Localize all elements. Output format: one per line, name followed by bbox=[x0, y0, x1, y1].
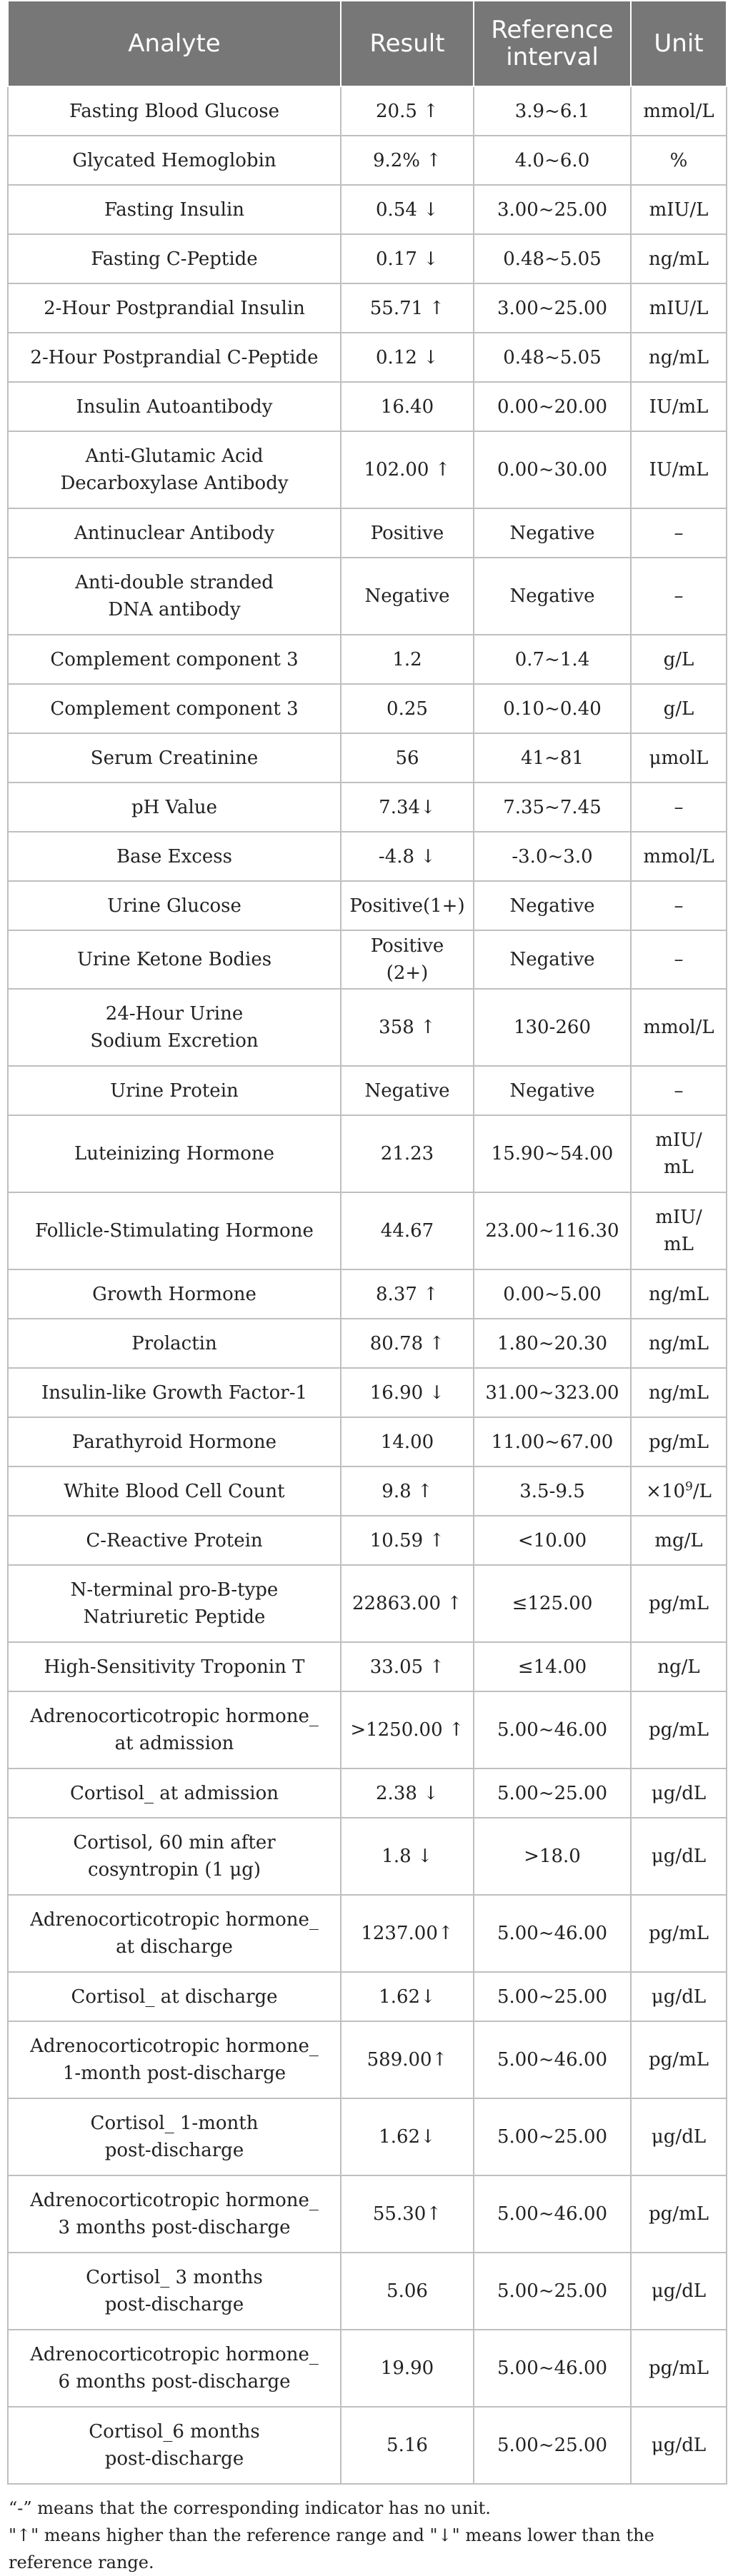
cell-reference-interval: Negative bbox=[474, 558, 631, 635]
cell-reference-interval: 5.00~46.00 bbox=[474, 2021, 631, 2098]
cell-unit: mIU/L bbox=[631, 283, 727, 333]
cell-reference-interval: 5.00~46.00 bbox=[474, 1691, 631, 1769]
cell-result: 2.38 ↓ bbox=[341, 1769, 474, 1818]
cell-result: 20.5 ↑ bbox=[341, 86, 474, 136]
table-row bbox=[8, 832, 727, 881]
header-result: Result bbox=[341, 1, 474, 86]
cell-reference-interval: 0.00~30.00 bbox=[474, 431, 631, 508]
cell-reference-interval: 5.00~25.00 bbox=[474, 2098, 631, 2175]
lab-results-table bbox=[7, 0, 727, 2485]
table-row bbox=[8, 558, 727, 635]
footnote-arrows: "↑" means higher than the reference range and "↓" means lower than the reference range. bbox=[9, 2525, 654, 2572]
cell-analyte: Urine Glucose bbox=[8, 881, 341, 930]
footnotes bbox=[7, 2495, 726, 2576]
header-reference-interval: Reference interval bbox=[474, 1, 631, 86]
cell-reference-interval: ≤14.00 bbox=[474, 1642, 631, 1691]
cell-unit: pg/mL bbox=[631, 1417, 727, 1466]
cell-unit: – bbox=[631, 508, 727, 558]
cell-result: 1.2 bbox=[341, 635, 474, 684]
cell-analyte: Fasting Blood Glucose bbox=[8, 86, 341, 136]
cell-reference-interval: 41~81 bbox=[474, 733, 631, 783]
cell-analyte: pH Value bbox=[8, 783, 341, 832]
cell-result: 9.2% ↑ bbox=[341, 136, 474, 185]
cell-result: 56 bbox=[341, 733, 474, 783]
cell-analyte: High-Sensitivity Troponin T bbox=[8, 1642, 341, 1691]
table-row bbox=[8, 1642, 727, 1691]
cell-reference-interval: 5.00~46.00 bbox=[474, 2175, 631, 2253]
cell-unit: pg/mL bbox=[631, 2175, 727, 2253]
cell-result: 80.78 ↑ bbox=[341, 1319, 474, 1368]
table-row bbox=[8, 1691, 727, 1769]
table-row bbox=[8, 1466, 727, 1516]
table-row bbox=[8, 733, 727, 783]
cell-reference-interval: 0.00~20.00 bbox=[474, 382, 631, 431]
cell-result: 19.90 bbox=[341, 2330, 474, 2407]
unit-exponent: 9 bbox=[685, 1479, 693, 1494]
cell-reference-interval: 5.00~25.00 bbox=[474, 2407, 631, 2484]
cell-analyte: Cortisol, 60 min after cosyntropin (1 μg) bbox=[8, 1818, 341, 1895]
cell-unit: mmol/L bbox=[631, 989, 727, 1066]
cell-reference-interval: 4.0~6.0 bbox=[474, 136, 631, 185]
cell-analyte: Follicle-Stimulating Hormone bbox=[8, 1192, 341, 1269]
table-row bbox=[8, 1368, 727, 1417]
header-unit: Unit bbox=[631, 1, 727, 86]
cell-result: -4.8 ↓ bbox=[341, 832, 474, 881]
table-row bbox=[8, 185, 727, 234]
table-row bbox=[8, 930, 727, 989]
cell-result: 10.59 ↑ bbox=[341, 1516, 474, 1565]
cell-unit: mIU/ mL bbox=[631, 1192, 727, 1269]
cell-analyte: Glycated Hemoglobin bbox=[8, 136, 341, 185]
cell-analyte: Base Excess bbox=[8, 832, 341, 881]
cell-result: Negative bbox=[341, 1066, 474, 1115]
table-row bbox=[8, 2021, 727, 2098]
cell-result: 1.62↓ bbox=[341, 1972, 474, 2021]
cell-reference-interval: 5.00~25.00 bbox=[474, 1972, 631, 2021]
cell-analyte: Adrenocorticotropic hormone_ at admission bbox=[8, 1691, 341, 1769]
table-row bbox=[8, 1516, 727, 1565]
cell-analyte: Adrenocorticotropic hormone_ 6 months post-discharge bbox=[8, 2330, 341, 2407]
cell-analyte: Serum Creatinine bbox=[8, 733, 341, 783]
cell-reference-interval: 0.48~5.05 bbox=[474, 234, 631, 283]
cell-unit: ng/mL bbox=[631, 234, 727, 283]
cell-result: 44.67 bbox=[341, 1192, 474, 1269]
unit-base: ×10 bbox=[646, 1480, 685, 1502]
table-row bbox=[8, 1192, 727, 1269]
cell-analyte: Cortisol_ at admission bbox=[8, 1769, 341, 1818]
cell-reference-interval: 7.35~7.45 bbox=[474, 783, 631, 832]
cell-reference-interval: -3.0~3.0 bbox=[474, 832, 631, 881]
cell-analyte: Anti-Glutamic Acid Decarboxylase Antibody bbox=[8, 431, 341, 508]
table-row bbox=[8, 2175, 727, 2253]
cell-result: 7.34↓ bbox=[341, 783, 474, 832]
cell-reference-interval: ≤125.00 bbox=[474, 1565, 631, 1642]
table-row bbox=[8, 234, 727, 283]
cell-analyte: Insulin-like Growth Factor-1 bbox=[8, 1368, 341, 1417]
table-row bbox=[8, 1769, 727, 1818]
cell-result: 22863.00 ↑ bbox=[341, 1565, 474, 1642]
cell-unit: pg/mL bbox=[631, 1895, 727, 1972]
cell-analyte: Adrenocorticotropic hormone_ 3 months post-discharge bbox=[8, 2175, 341, 2253]
cell-unit: – bbox=[631, 1066, 727, 1115]
cell-result: 55.71 ↑ bbox=[341, 283, 474, 333]
cell-unit: pg/mL bbox=[631, 2330, 727, 2407]
cell-unit: μg/dL bbox=[631, 1818, 727, 1895]
cell-analyte: Prolactin bbox=[8, 1319, 341, 1368]
cell-result: 14.00 bbox=[341, 1417, 474, 1466]
cell-result: >1250.00 ↑ bbox=[341, 1691, 474, 1769]
cell-unit: ng/mL bbox=[631, 333, 727, 382]
cell-analyte: Cortisol_ at discharge bbox=[8, 1972, 341, 2021]
cell-reference-interval: 5.00~25.00 bbox=[474, 2253, 631, 2330]
cell-reference-interval: 3.00~25.00 bbox=[474, 185, 631, 234]
cell-analyte: Complement component 3 bbox=[8, 684, 341, 733]
cell-unit: μg/dL bbox=[631, 2253, 727, 2330]
cell-analyte: Anti-double stranded DNA antibody bbox=[8, 558, 341, 635]
cell-reference-interval: 15.90~54.00 bbox=[474, 1115, 631, 1192]
cell-unit bbox=[631, 1466, 727, 1516]
cell-analyte: Complement component 3 bbox=[8, 635, 341, 684]
table-row bbox=[8, 1972, 727, 2021]
cell-unit: mIU/ mL bbox=[631, 1115, 727, 1192]
table-row bbox=[8, 1115, 727, 1192]
cell-unit: pg/mL bbox=[631, 1691, 727, 1769]
cell-result: Negative bbox=[341, 558, 474, 635]
cell-reference-interval: 31.00~323.00 bbox=[474, 1368, 631, 1417]
cell-unit: – bbox=[631, 930, 727, 989]
cell-reference-interval: Negative bbox=[474, 508, 631, 558]
cell-result: 33.05 ↑ bbox=[341, 1642, 474, 1691]
cell-analyte: Growth Hormone bbox=[8, 1269, 341, 1319]
table-row bbox=[8, 2253, 727, 2330]
cell-unit: μg/dL bbox=[631, 1769, 727, 1818]
cell-reference-interval: 5.00~46.00 bbox=[474, 2330, 631, 2407]
table-header bbox=[8, 1, 727, 86]
cell-unit: mmol/L bbox=[631, 86, 727, 136]
cell-unit: ng/mL bbox=[631, 1319, 727, 1368]
cell-reference-interval: 0.7~1.4 bbox=[474, 635, 631, 684]
cell-analyte: N-terminal pro-B-type Natriuretic Peptide bbox=[8, 1565, 341, 1642]
cell-unit: g/L bbox=[631, 684, 727, 733]
cell-result: Positive(1+) bbox=[341, 881, 474, 930]
cell-analyte: Fasting C-Peptide bbox=[8, 234, 341, 283]
cell-reference-interval: 0.00~5.00 bbox=[474, 1269, 631, 1319]
cell-reference-interval: 1.80~20.30 bbox=[474, 1319, 631, 1368]
cell-result: 102.00 ↑ bbox=[341, 431, 474, 508]
cell-reference-interval: Negative bbox=[474, 930, 631, 989]
cell-unit: IU/mL bbox=[631, 431, 727, 508]
cell-analyte: Adrenocorticotropic hormone_ at discharge bbox=[8, 1895, 341, 1972]
table-row bbox=[8, 382, 727, 431]
cell-unit: pg/mL bbox=[631, 2021, 727, 2098]
cell-result: 9.8 ↑ bbox=[341, 1466, 474, 1516]
cell-result: 358 ↑ bbox=[341, 989, 474, 1066]
table-row bbox=[8, 1818, 727, 1895]
cell-unit: mmol/L bbox=[631, 832, 727, 881]
cell-analyte: Parathyroid Hormone bbox=[8, 1417, 341, 1466]
table-row bbox=[8, 1269, 727, 1319]
table-row bbox=[8, 881, 727, 930]
header-analyte: Analyte bbox=[8, 1, 341, 86]
cell-reference-interval: 0.10~0.40 bbox=[474, 684, 631, 733]
cell-result: 21.23 bbox=[341, 1115, 474, 1192]
table-row bbox=[8, 2330, 727, 2407]
cell-unit: μg/dL bbox=[631, 2098, 727, 2175]
cell-reference-interval: >18.0 bbox=[474, 1818, 631, 1895]
cell-reference-interval: <10.00 bbox=[474, 1516, 631, 1565]
cell-unit: – bbox=[631, 558, 727, 635]
table-row bbox=[8, 1565, 727, 1642]
document bbox=[7, 0, 726, 2576]
table-row bbox=[8, 783, 727, 832]
cell-analyte: Antinuclear Antibody bbox=[8, 508, 341, 558]
table-row bbox=[8, 333, 727, 382]
cell-result: 1.8 ↓ bbox=[341, 1818, 474, 1895]
cell-unit: mIU/L bbox=[631, 185, 727, 234]
table-row bbox=[8, 86, 727, 136]
table-row bbox=[8, 136, 727, 185]
cell-analyte: Urine Ketone Bodies bbox=[8, 930, 341, 989]
cell-analyte: C-Reactive Protein bbox=[8, 1516, 341, 1565]
cell-analyte: Urine Protein bbox=[8, 1066, 341, 1115]
cell-result: 1.62↓ bbox=[341, 2098, 474, 2175]
cell-reference-interval: 3.9~6.1 bbox=[474, 86, 631, 136]
table-row bbox=[8, 2098, 727, 2175]
cell-reference-interval: Negative bbox=[474, 881, 631, 930]
cell-result: Positive bbox=[341, 508, 474, 558]
table-row bbox=[8, 2407, 727, 2484]
cell-result: 5.06 bbox=[341, 2253, 474, 2330]
cell-analyte: Cortisol_ 1-month post-discharge bbox=[8, 2098, 341, 2175]
cell-unit: IU/mL bbox=[631, 382, 727, 431]
cell-analyte: 24-Hour Urine Sodium Excretion bbox=[8, 989, 341, 1066]
table-row bbox=[8, 684, 727, 733]
cell-result: 0.54 ↓ bbox=[341, 185, 474, 234]
table-body bbox=[8, 86, 727, 2484]
cell-unit: ng/L bbox=[631, 1642, 727, 1691]
footnote-unit: “-” means that the corresponding indicator has no unit. bbox=[9, 2498, 491, 2518]
table-row bbox=[8, 1417, 727, 1466]
cell-unit: – bbox=[631, 881, 727, 930]
cell-analyte: White Blood Cell Count bbox=[8, 1466, 341, 1516]
cell-reference-interval: 11.00~67.00 bbox=[474, 1417, 631, 1466]
cell-result: 16.40 bbox=[341, 382, 474, 431]
table-row bbox=[8, 1066, 727, 1115]
cell-result: 16.90 ↓ bbox=[341, 1368, 474, 1417]
cell-result: 1237.00↑ bbox=[341, 1895, 474, 1972]
cell-unit: pg/mL bbox=[631, 1565, 727, 1642]
cell-result: 0.12 ↓ bbox=[341, 333, 474, 382]
cell-result: Positive (2+) bbox=[341, 930, 474, 989]
cell-reference-interval: 5.00~25.00 bbox=[474, 1769, 631, 1818]
cell-result: 589.00↑ bbox=[341, 2021, 474, 2098]
table-row bbox=[8, 989, 727, 1066]
cell-reference-interval: 5.00~46.00 bbox=[474, 1895, 631, 1972]
cell-reference-interval: 23.00~116.30 bbox=[474, 1192, 631, 1269]
cell-analyte: Adrenocorticotropic hormone_ 1-month post-discharge bbox=[8, 2021, 341, 2098]
cell-analyte: 2-Hour Postprandial C-Peptide bbox=[8, 333, 341, 382]
header-row bbox=[8, 1, 727, 86]
cell-analyte: Cortisol_6 months post-discharge bbox=[8, 2407, 341, 2484]
cell-reference-interval: 3.00~25.00 bbox=[474, 283, 631, 333]
table-row bbox=[8, 1319, 727, 1368]
cell-unit: ng/mL bbox=[631, 1368, 727, 1417]
cell-reference-interval: 3.5-9.5 bbox=[474, 1466, 631, 1516]
cell-unit: g/L bbox=[631, 635, 727, 684]
cell-analyte: Fasting Insulin bbox=[8, 185, 341, 234]
cell-analyte: 2-Hour Postprandial Insulin bbox=[8, 283, 341, 333]
cell-result: 0.25 bbox=[341, 684, 474, 733]
cell-unit: μg/dL bbox=[631, 1972, 727, 2021]
table-row bbox=[8, 508, 727, 558]
table-row bbox=[8, 431, 727, 508]
cell-unit: mg/L bbox=[631, 1516, 727, 1565]
table-row bbox=[8, 283, 727, 333]
cell-analyte: Cortisol_ 3 months post-discharge bbox=[8, 2253, 341, 2330]
cell-unit: μg/dL bbox=[631, 2407, 727, 2484]
table-row bbox=[8, 1895, 727, 1972]
cell-result: 55.30↑ bbox=[341, 2175, 474, 2253]
unit-suffix: /L bbox=[692, 1480, 712, 1502]
cell-reference-interval: Negative bbox=[474, 1066, 631, 1115]
cell-analyte: Insulin Autoantibody bbox=[8, 382, 341, 431]
cell-analyte: Luteinizing Hormone bbox=[8, 1115, 341, 1192]
cell-unit: ng/mL bbox=[631, 1269, 727, 1319]
cell-reference-interval: 130-260 bbox=[474, 989, 631, 1066]
cell-unit: – bbox=[631, 783, 727, 832]
cell-result: 5.16 bbox=[341, 2407, 474, 2484]
cell-unit: μmolL bbox=[631, 733, 727, 783]
cell-result: 8.37 ↑ bbox=[341, 1269, 474, 1319]
cell-result: 0.17 ↓ bbox=[341, 234, 474, 283]
cell-unit: % bbox=[631, 136, 727, 185]
cell-reference-interval: 0.48~5.05 bbox=[474, 333, 631, 382]
table-row bbox=[8, 635, 727, 684]
